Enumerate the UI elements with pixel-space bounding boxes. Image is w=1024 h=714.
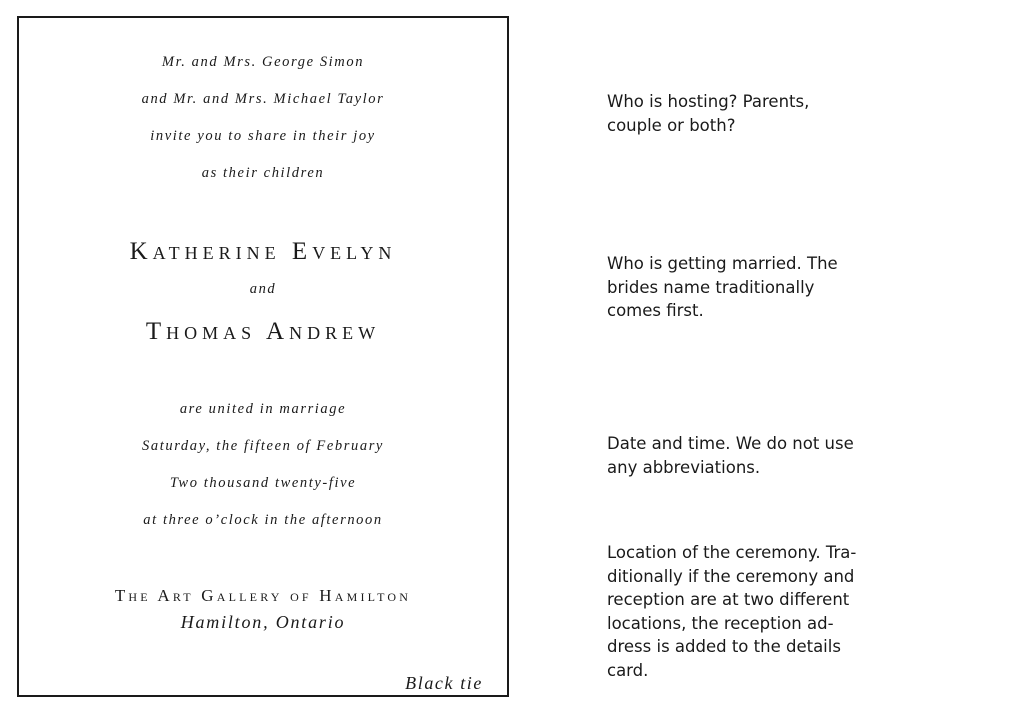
note-location-line: Location of the ceremony. Tra- (607, 543, 857, 562)
venue-city: Hamilton, Ontario (180, 612, 346, 632)
year-line: Two thousand twenty-five (169, 475, 357, 491)
hosts-line-1: Mr. and Mrs. George Simon (161, 54, 365, 70)
invite-line: invite you to share in their joy (150, 128, 376, 144)
note-hosting-line: Who is hosting? Parents, (607, 92, 810, 111)
venue-name: The Art Gallery of Hamilton (114, 586, 412, 605)
note-location-line: card. (607, 660, 649, 680)
note-date-time (607, 432, 907, 479)
united-line: are united in marriage (179, 401, 347, 417)
time-line: at three o’clock in the afternoon (143, 512, 383, 528)
note-location-line: locations, the reception ad- (607, 613, 834, 633)
note-datetime-line: Date and time. We do not use (607, 434, 854, 453)
conjunction: and (249, 281, 277, 297)
note-location-line: ditionally if the ceremony and (607, 566, 855, 586)
note-location-line: dress is added to the details (607, 637, 841, 656)
note-married-line: comes first. (607, 301, 704, 320)
hosts-line-2: and Mr. and Mrs. Michael Taylor (141, 91, 385, 107)
groom-name: Thomas Andrew (145, 318, 381, 345)
note-location (607, 541, 907, 682)
note-married-line: Who is getting married. The (607, 254, 838, 273)
note-location-line: reception are at two different (607, 590, 850, 609)
note-who-married (607, 252, 907, 323)
note-datetime-line: any abbreviations. (607, 457, 761, 477)
bride-name: Katherine Evelyn (129, 238, 397, 265)
invitation-card (17, 16, 509, 697)
dress-code: Black tie (405, 673, 483, 693)
note-hosting (607, 90, 907, 137)
date-line: Saturday, the fifteen of February (142, 438, 384, 454)
children-line: as their children (201, 165, 325, 181)
note-married-line: brides name traditionally (607, 277, 815, 297)
note-hosting-line: couple or both? (607, 115, 736, 135)
